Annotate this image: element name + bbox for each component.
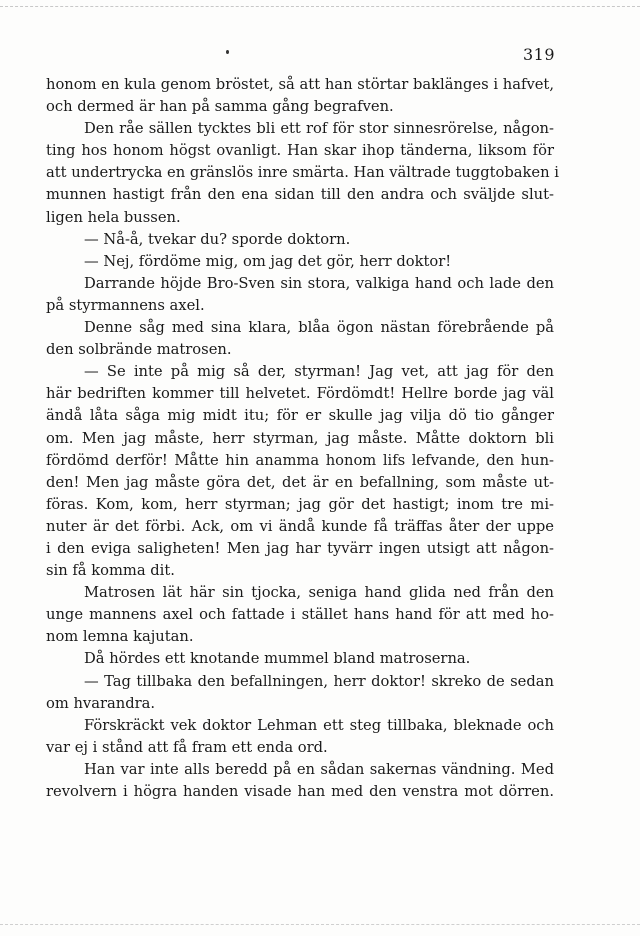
page-bottom-edge bbox=[0, 924, 640, 925]
text-line: Förskräckt vek doktor Lehman ett steg tillbaka, bleknade och bbox=[84, 716, 554, 734]
text-line: — Nå-å, tvekar du? sporde doktorn. bbox=[84, 230, 351, 248]
text-line: på styrmannens axel. bbox=[46, 296, 205, 314]
text-line: sin få komma dit. bbox=[46, 562, 175, 580]
text-line: ting hos honom högst ovanligt. Han skar ihop tänderna, liksom för bbox=[46, 142, 554, 160]
text-line: och dermed är han på samma gång begrafven. bbox=[46, 98, 394, 116]
text-line: unge mannens axel och fattade i stället hans hand för att med ho- bbox=[46, 606, 554, 624]
text-line: nuter är det förbi. Ack, om vi ändå kunde få träffas åter der uppe bbox=[46, 517, 554, 535]
text-line: Han var inte alls beredd på en sådan sakernas vändning. Med bbox=[84, 760, 554, 778]
text-line: om hvarandra. bbox=[46, 694, 156, 712]
text-line: ligen hela bussen. bbox=[46, 208, 181, 226]
text-line: att undertrycka en gränslös inre smärta. Han vältrade tuggtobaken i bbox=[46, 164, 559, 182]
text-line: Darrande höjde Bro-Sven sin stora, valkiga hand och lade den bbox=[84, 274, 554, 292]
text-line: Denne såg med sina klara, blåa ögon nästan förebrående på bbox=[84, 319, 554, 337]
text-line: munnen hastigt från den ena sidan till den andra och sväljde slut- bbox=[46, 186, 554, 204]
ink-speck bbox=[226, 50, 229, 54]
text-line: — Tag tillbaka den befallningen, herr doktor! skreko de sedan bbox=[84, 672, 554, 690]
text-line: nom lemna kajutan. bbox=[46, 628, 194, 646]
text-line: här bedriften kommer till helvetet. Fördömdt! Hellre borde jag väl bbox=[46, 385, 554, 403]
text-line: i den eviga saligheten! Men jag har tyvärr ingen utsigt att någon- bbox=[46, 539, 554, 557]
body-text bbox=[46, 74, 559, 803]
text-line: Då hördes ett knotande mummel bland matroserna. bbox=[84, 650, 471, 668]
text-line: föras. Kom, kom, herr styrman; jag gör det hastigt; inom tre mi- bbox=[46, 495, 554, 513]
text-line: revolvern i högra handen visade han med den venstra mot dörren. bbox=[46, 783, 554, 800]
text-line: fördömd derför! Måtte hin anamma honom lifs lefvande, den hun- bbox=[46, 451, 554, 469]
text-line: om. Men jag måste, herr styrman, jag måste. Måtte doktorn bli bbox=[46, 429, 554, 447]
text-line: Matrosen lät här sin tjocka, seniga hand glida ned från den bbox=[84, 584, 554, 602]
page-number: 319 bbox=[522, 45, 555, 64]
text-line: var ej i stånd att få fram ett enda ord. bbox=[46, 738, 328, 756]
text-line: — Nej, fördöme mig, om jag det gör, herr doktor! bbox=[84, 252, 452, 270]
text-line: — Se inte på mig så der, styrman! Jag vet, att jag för den bbox=[84, 363, 554, 381]
text-line: Den råe sällen tycktes bli ett rof för stor sinnesrörelse, någon- bbox=[84, 120, 554, 138]
text-line: den! Men jag måste göra det, det är en befallning, som måste ut- bbox=[46, 473, 554, 491]
text-line: den solbrände matrosen. bbox=[46, 341, 232, 359]
page-top-edge bbox=[0, 6, 640, 7]
text-line: ändå låta såga mig midt itu; för er skulle jag vilja dö tio gånger bbox=[46, 407, 554, 425]
text-line: honom en kula genom bröstet, så att han störtar baklänges i hafvet, bbox=[46, 76, 554, 93]
